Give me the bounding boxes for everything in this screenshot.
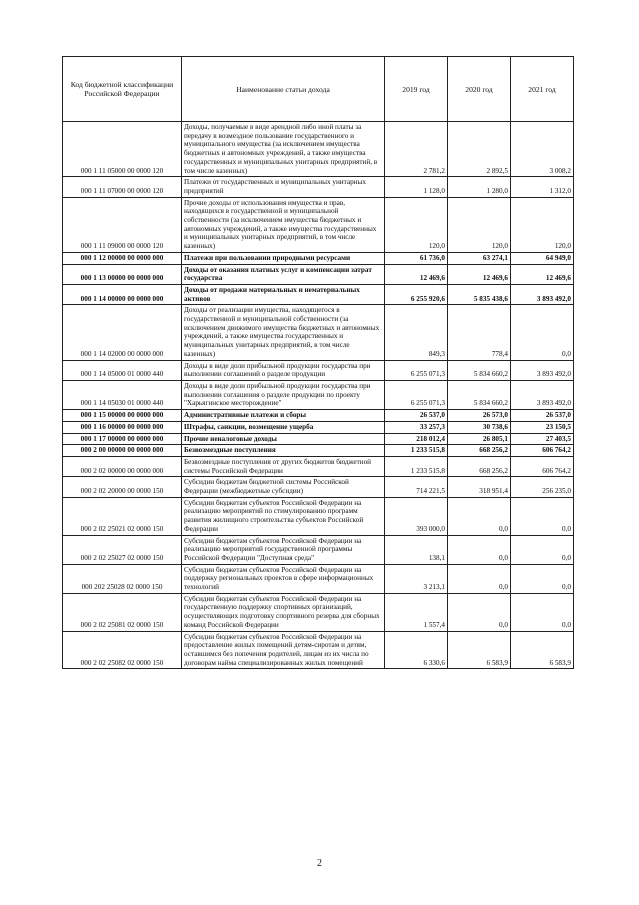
header-name: Наименование статьи дохода [182,57,385,122]
row-code: 000 2 02 00000 00 0000 000 [63,456,182,476]
table-row [63,252,574,264]
table-row [63,360,574,380]
row-code: 000 1 17 00000 00 0000 000 [63,433,182,445]
row-2021: 64 949,0 [511,252,574,264]
row-2020: 0,0 [448,593,511,631]
header-2019: 2019 год [385,57,448,122]
header-2021: 2021 год [511,57,574,122]
table-row [63,433,574,445]
row-code: 000 1 11 09000 00 0000 120 [63,197,182,252]
row-2021: 3 008,2 [511,122,574,177]
row-name: Субсидии бюджетам субъектов Российской Федерации на реализацию мероприятий государственной программы Российской Федерации "Доступная среда" [182,535,385,564]
table-row [63,421,574,433]
row-2019: 6 330,6 [385,631,448,669]
row-code: 000 202 25028 02 0000 150 [63,564,182,593]
row-2019: 1 233 515,8 [385,445,448,457]
row-code: 000 2 02 25027 02 0000 150 [63,535,182,564]
row-code: 000 2 02 25081 02 0000 150 [63,593,182,631]
row-2021: 0,0 [511,535,574,564]
table-row [63,177,574,197]
row-code: 000 2 00 00000 00 0000 000 [63,445,182,457]
row-2019: 3 213,1 [385,564,448,593]
row-2020: 5 835 438,6 [448,284,511,304]
row-2020: 30 738,6 [448,421,511,433]
row-name: Доходы в виде доли прибыльной продукции государства при выполнении соглашений о разделе продукции [182,360,385,380]
row-name: Субсидии бюджетам субъектов Российской Федерации на реализацию мероприятий по стимулированию программ развития жилищного строительства субъектов Российской Федерации [182,497,385,535]
row-2021: 6 583,9 [511,631,574,669]
table-header-row [63,57,574,122]
row-2021: 0,0 [511,497,574,535]
row-name: Платежи от государственных и муниципальных унитарных предприятий [182,177,385,197]
row-2019: 33 257,3 [385,421,448,433]
row-2019: 1 557,4 [385,593,448,631]
table-row [63,497,574,535]
row-2019: 120,0 [385,197,448,252]
row-2020: 778,4 [448,305,511,360]
table-body [63,122,574,669]
row-2021: 606 764,2 [511,445,574,457]
row-2020: 1 280,0 [448,177,511,197]
table-row [63,122,574,177]
row-code: 000 1 12 00000 00 0000 000 [63,252,182,264]
row-name: Доходы в виде доли прибыльной продукции государства при выполнении соглашения о разделе продукции по проекту "Харьягинское месторождение" [182,380,385,409]
table-row [63,477,574,497]
row-2020: 5 834 660,2 [448,380,511,409]
row-name: Безвозмездные поступления от других бюджетов бюджетной системы Российской Федерации [182,456,385,476]
row-2019: 61 736,0 [385,252,448,264]
row-2020: 318 951,4 [448,477,511,497]
table-row [63,305,574,360]
row-name: Прочие неналоговые доходы [182,433,385,445]
row-2020: 2 892,5 [448,122,511,177]
row-2019: 2 781,2 [385,122,448,177]
row-2020: 668 256,2 [448,445,511,457]
row-2021: 256 235,0 [511,477,574,497]
row-name: Субсидии бюджетам субъектов Российской Федерации на поддержку региональных проектов в сфере информационных технологий [182,564,385,593]
table-row [63,445,574,457]
row-name: Платежи при пользовании природными ресурсами [182,252,385,264]
row-name: Штрафы, санкции, возмещение ущерба [182,421,385,433]
row-2019: 26 537,0 [385,410,448,422]
row-2019: 1 128,0 [385,177,448,197]
header-code: Код бюджетной классификации Российской Федерации [63,57,182,122]
row-2021: 606 764,2 [511,456,574,476]
row-2021: 3 893 492,0 [511,380,574,409]
row-name: Доходы, получаемые в виде арендной либо иной платы за передачу в возмездное пользование государственного и муниципального имущества (за исключением имущества бюджетных и автономных учреждений, а также имущества государственных и муниципальных унитарных предприятий, в том числе казенных) [182,122,385,177]
header-2020: 2020 год [448,57,511,122]
row-2019: 12 469,6 [385,264,448,284]
table-row [63,264,574,284]
row-2021: 23 150,5 [511,421,574,433]
row-2020: 6 583,9 [448,631,511,669]
row-2020: 5 834 660,2 [448,360,511,380]
row-2020: 120,0 [448,197,511,252]
row-code: 000 1 14 00000 00 0000 000 [63,284,182,304]
row-code: 000 2 02 25082 02 0000 150 [63,631,182,669]
row-code: 000 1 11 05000 00 0000 120 [63,122,182,177]
revenue-table [62,56,574,669]
table-row [63,284,574,304]
row-2021: 120,0 [511,197,574,252]
row-2020: 668 256,2 [448,456,511,476]
row-name: Доходы от продажи материальных и нематериальных активов [182,284,385,304]
row-2021: 0,0 [511,564,574,593]
row-code: 000 1 11 07000 00 0000 120 [63,177,182,197]
row-2021: 1 312,0 [511,177,574,197]
table-row [63,564,574,593]
row-2019: 714 221,5 [385,477,448,497]
row-code: 000 1 15 00000 00 0000 000 [63,410,182,422]
table-row [63,593,574,631]
row-2020: 26 805,1 [448,433,511,445]
row-code: 000 1 14 05000 01 0000 440 [63,360,182,380]
row-code: 000 1 16 00000 00 0000 000 [63,421,182,433]
row-2019: 6 255 920,6 [385,284,448,304]
row-2020: 0,0 [448,564,511,593]
row-2019: 138,1 [385,535,448,564]
row-2019: 6 255 071,3 [385,360,448,380]
row-name: Безвозмездные поступления [182,445,385,457]
row-code: 000 2 02 20000 00 0000 150 [63,477,182,497]
row-2021: 3 893 492,0 [511,284,574,304]
row-name: Субсидии бюджетам субъектов Российской Федерации на государственную поддержку спортивных организаций, осуществляющих подготовку спортивного резерва для сборных команд Российской Федерации [182,593,385,631]
row-name: Доходы от реализации имущества, находящегося в государственной и муниципальной собственности (за исключением движимого имущества бюджетных и автономных учреждений, а также имущества государственных и муниципальных унитарных предприятий, в том числе казенных) [182,305,385,360]
row-2020: 26 573,0 [448,410,511,422]
row-code: 000 1 14 02000 00 0000 000 [63,305,182,360]
row-2020: 0,0 [448,535,511,564]
row-2021: 0,0 [511,593,574,631]
row-2019: 218 012,4 [385,433,448,445]
row-name: Субсидии бюджетам субъектов Российской Федерации на предоставление жилых помещений детям-сиротам и детям, оставшимся без попечения родителей, лицам из их числа по договорам найма специализированных жилых помещений [182,631,385,669]
page-number: 2 [317,858,322,869]
table-row [63,631,574,669]
row-name: Доходы от оказания платных услуг и компенсации затрат государства [182,264,385,284]
row-2020: 0,0 [448,497,511,535]
row-2019: 1 233 515,8 [385,456,448,476]
row-name: Административные платежи и сборы [182,410,385,422]
row-2019: 6 255 071,3 [385,380,448,409]
row-name: Субсидии бюджетам бюджетной системы Российской Федерации (межбюджетные субсидии) [182,477,385,497]
table-row [63,197,574,252]
table-row [63,535,574,564]
row-2020: 12 469,6 [448,264,511,284]
table-row [63,380,574,409]
row-code: 000 2 02 25021 02 0000 150 [63,497,182,535]
row-code: 000 1 14 05030 01 0000 440 [63,380,182,409]
row-2021: 26 537,0 [511,410,574,422]
row-2021: 12 469,6 [511,264,574,284]
row-code: 000 1 13 00000 00 0000 000 [63,264,182,284]
row-2020: 63 274,1 [448,252,511,264]
row-2021: 27 403,5 [511,433,574,445]
row-2019: 393 000,0 [385,497,448,535]
row-2021: 3 893 492,0 [511,360,574,380]
row-name: Прочие доходы от использования имущества и прав, находящихся в государственной и муниципальной собственности (за исключением имущества бюджетных и автономных учреждений, а также имущества государственных и муниципальных унитарных предприятий, в том числе казенных) [182,197,385,252]
row-2021: 0,0 [511,305,574,360]
table-row [63,456,574,476]
table-row [63,410,574,422]
row-2019: 849,3 [385,305,448,360]
